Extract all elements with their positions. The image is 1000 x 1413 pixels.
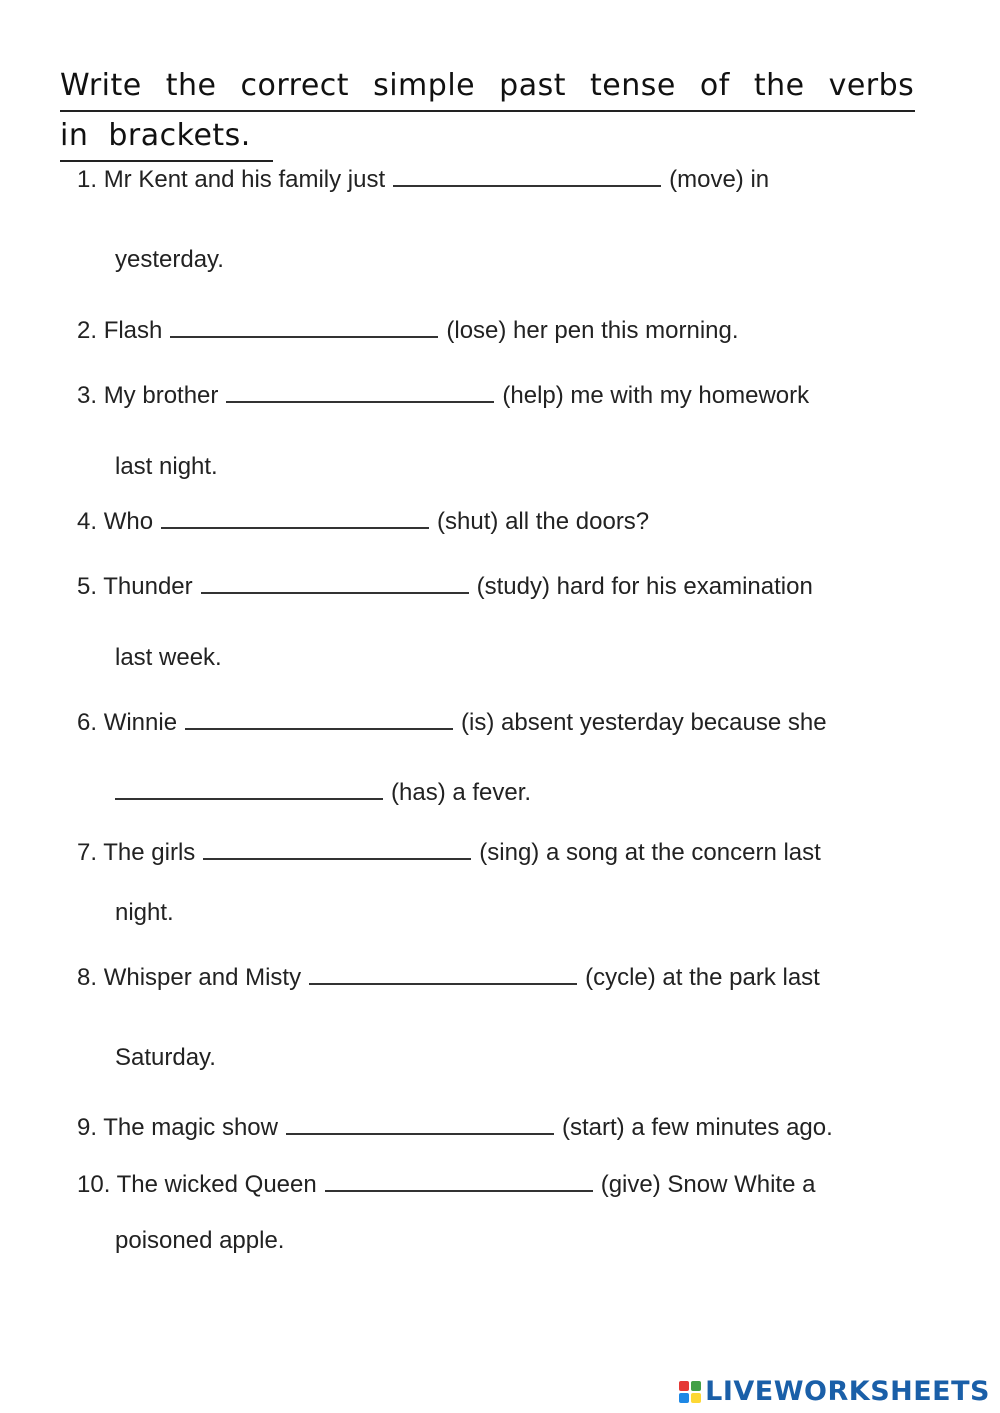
answer-blank-2[interactable]	[170, 318, 438, 338]
answer-blank-4[interactable]	[161, 509, 429, 529]
question-5: 5. Thunder (study) hard for his examination	[77, 573, 813, 600]
question-4: 4. Who (shut) all the doors?	[77, 508, 650, 535]
answer-blank-6b[interactable]	[115, 780, 383, 800]
question-9: 9. The magic show (start) a few minutes ago.	[77, 1114, 833, 1141]
question-5-continued: last week.	[115, 644, 222, 671]
question-3-continued: last night.	[115, 453, 218, 480]
question-6: 6. Winnie (is) absent yesterday because she	[77, 709, 827, 736]
question-3: 3. My brother (help) me with my homework	[77, 382, 810, 409]
answer-blank-10[interactable]	[325, 1172, 593, 1192]
answer-blank-3[interactable]	[226, 383, 494, 403]
question-10-continued: poisoned apple.	[115, 1227, 285, 1254]
question-2: 2. Flash (lose) her pen this morning.	[77, 317, 739, 344]
question-1: 1. Mr Kent and his family just (move) in	[77, 166, 770, 193]
liveworksheets-grid-icon	[679, 1381, 701, 1403]
question-7-continued: night.	[115, 899, 174, 926]
question-6-continued: (has) a fever.	[107, 779, 531, 807]
answer-blank-5[interactable]	[201, 574, 469, 594]
question-7: 7. The girls (sing) a song at the concern last	[77, 839, 821, 866]
liveworksheets-logo	[679, 1376, 990, 1407]
question-8-continued: Saturday.	[115, 1044, 216, 1071]
instructions-heading	[60, 62, 920, 162]
question-8: 8. Whisper and Misty (cycle) at the park last	[77, 964, 820, 991]
question-10: 10. The wicked Queen (give) Snow White a	[77, 1171, 816, 1198]
answer-blank-9[interactable]	[286, 1115, 554, 1135]
instructions-line-2: in brackets.	[60, 112, 273, 162]
answer-blank-7[interactable]	[203, 840, 471, 860]
answer-blank-6a[interactable]	[185, 710, 453, 730]
instructions-line-1: Write the correct simple past tense of the verbs	[60, 62, 915, 112]
answer-blank-8[interactable]	[309, 965, 577, 985]
answer-blank-1[interactable]	[393, 167, 661, 187]
brand-name: LIVEWORKSHEETS	[705, 1376, 990, 1407]
question-1-continued: yesterday.	[115, 246, 224, 273]
